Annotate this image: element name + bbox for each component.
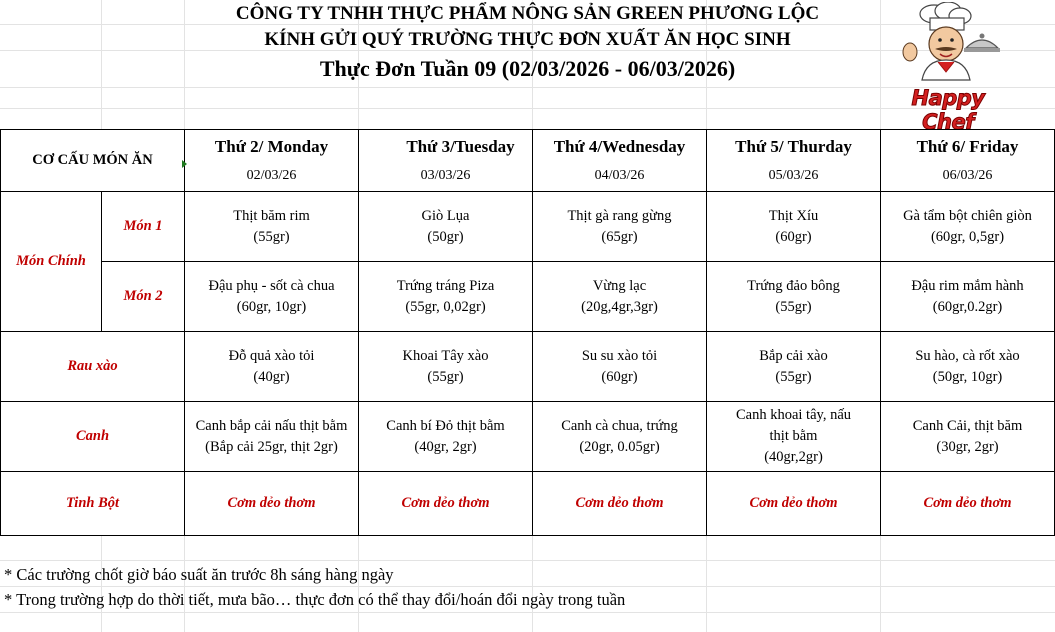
menu-cell [185, 262, 359, 332]
dish-name: Trứng đảo bông [747, 277, 840, 294]
menu-cell [185, 402, 359, 472]
menu-cell [707, 262, 881, 332]
dish-portion: (30gr, 2gr) [936, 438, 999, 455]
menu-cell [707, 402, 881, 472]
carb-cell: Cơm dẻo thơm [707, 472, 881, 536]
menu-cell [359, 402, 533, 472]
dish-portion: (20gr, 0.05gr) [579, 438, 660, 455]
menu-notes [4, 562, 625, 612]
dish-portion: (Bắp cải 25gr, thịt 2gr) [205, 438, 338, 455]
day-name: Thứ 3/Tuesday [406, 137, 515, 156]
note-line: * Các trường chốt giờ báo suất ăn trước 8h sáng hàng ngày [4, 565, 394, 584]
week-title: Thực Đơn Tuần 09 (02/03/2026 - 06/03/2026) [319, 56, 736, 81]
menu-cell [533, 402, 707, 472]
dish-portion: (60gr, 10gr) [236, 298, 307, 315]
menu-cell [707, 332, 881, 402]
dish-portion: (50gr) [427, 228, 464, 245]
happy-chef-wordmark: Happy Chef [911, 86, 985, 134]
note-line: * Trong trường hợp do thời tiết, mưa bão… thực đơn có thể thay đổi/hoán đổi ngày trong tuần [4, 590, 626, 609]
dish-portion: (55gr) [775, 368, 812, 385]
menu-header [0, 0, 1055, 134]
dish-portion: (40gr,2gr) [764, 449, 823, 465]
menu-cell [185, 192, 359, 262]
day-name: Thứ 4/Wednesday [553, 137, 686, 156]
dish-portion: (60gr) [775, 228, 812, 245]
dish-portion: (60gr,0.2gr) [932, 298, 1003, 315]
dish-name: Canh bí Đỏ thịt bằm [386, 417, 505, 434]
day-date: 02/03/26 [246, 168, 297, 183]
structure-label: CƠ CẤU MÓN ĂN [32, 152, 153, 168]
dish-name: Đỗ quả xào tỏi [228, 347, 315, 364]
company-name: CÔNG TY TNHH THỰC PHẨM NÔNG SẢN GREEN PHƯƠNG LỘC [235, 3, 820, 24]
dish-name: Đậu phụ - sốt cà chua [208, 277, 335, 294]
dish-portion: (55gr, 0,02gr) [405, 298, 486, 315]
table-row-mon1 [1, 192, 1055, 262]
dish-name: Canh bắp cải nấu thịt bằm [195, 417, 348, 434]
dish-name: Gà tẩm bột chiên giòn [903, 207, 1032, 224]
dish-portion: (40gr) [253, 368, 290, 385]
dish-portion: (50gr, 10gr) [932, 368, 1003, 385]
day-date: 05/03/26 [768, 168, 819, 183]
dish-name: Thịt băm rim [233, 207, 310, 224]
dish-portion: (60gr, 0,5gr) [930, 228, 1005, 245]
day-date: 06/03/26 [942, 168, 993, 183]
dish-name: Vừng lạc [592, 277, 647, 294]
main-dish-label: Món Chính [1, 192, 102, 332]
dish-name: Thịt Xíu [768, 207, 819, 224]
dish-name: Canh cà chua, trứng [561, 417, 678, 434]
carb-cell: Cơm dẻo thơm [533, 472, 707, 536]
dish-name: Khoai Tây xào [402, 347, 489, 364]
weekly-menu-table [0, 129, 1055, 536]
table-row-tinhbot [1, 472, 1055, 536]
table-row-rau [1, 332, 1055, 402]
dish-name: Su su xào tỏi [581, 347, 658, 364]
table-row-canh [1, 402, 1055, 472]
dish-name: Bắp cải xào [759, 347, 828, 364]
menu-cell [881, 332, 1055, 402]
day-header-wednesday [533, 130, 707, 192]
day-name: Thứ 6/ Friday [916, 137, 1019, 156]
mon1-label: Món 1 [102, 192, 185, 262]
dish-name: Canh Cải, thịt băm [912, 417, 1023, 434]
menu-cell [185, 332, 359, 402]
day-header-monday [185, 130, 359, 192]
day-header-thursday [707, 130, 881, 192]
dish-portion: (65gr) [601, 228, 638, 245]
menu-cell [533, 192, 707, 262]
menu-cell [359, 262, 533, 332]
menu-cell [881, 402, 1055, 472]
carb-cell: Cơm dẻo thơm [185, 472, 359, 536]
menu-cell [707, 192, 881, 262]
day-name: Thứ 2/ Monday [214, 137, 329, 156]
table-header-row [1, 130, 1055, 192]
menu-cell [881, 192, 1055, 262]
day-header-tuesday [359, 130, 533, 192]
day-name: Thứ 5/ Thurday [735, 137, 852, 156]
day-date: 04/03/26 [594, 168, 645, 183]
carb-cell: Cơm dẻo thơm [881, 472, 1055, 536]
dish-name: Trứng tráng Piza [396, 277, 495, 294]
day-date: 03/03/26 [420, 168, 471, 183]
menu-cell [533, 262, 707, 332]
carb-cell: Cơm dẻo thơm [359, 472, 533, 536]
dish-name: Su hào, cà rốt xào [915, 347, 1020, 364]
table-row-mon2 [1, 262, 1055, 332]
mon2-label: Món 2 [102, 262, 185, 332]
dish-portion: (40gr, 2gr) [414, 438, 477, 455]
dish-name: Giò Lụa [421, 207, 470, 224]
dish-portion: (20g,4gr,3gr) [581, 298, 658, 315]
canh-label: Canh [1, 402, 185, 472]
dish-name: Canh khoai tây, nấu thịt bằm [735, 407, 852, 444]
dish-portion: (55gr) [427, 368, 464, 385]
day-header-friday [881, 130, 1055, 192]
menu-cell [881, 262, 1055, 332]
menu-cell [359, 332, 533, 402]
rau-xao-label: Rau xào [1, 332, 185, 402]
dish-name: Đậu rim mắm hành [911, 277, 1024, 294]
dish-name: Thịt gà rang gừng [567, 207, 672, 224]
menu-cell [359, 192, 533, 262]
menu-cell [533, 332, 707, 402]
dish-portion: (55gr) [253, 228, 290, 245]
dish-portion: (55gr) [775, 298, 812, 315]
comment-indicator-icon [182, 160, 187, 168]
dish-portion: (60gr) [601, 368, 638, 385]
structure-label-cell [1, 130, 185, 192]
greeting-line: KÍNH GỬI QUÝ TRƯỜNG THỰC ĐƠN XUẤT ĂN HỌC SINH [264, 29, 791, 50]
tinh-bot-label: Tinh Bột [1, 472, 185, 536]
